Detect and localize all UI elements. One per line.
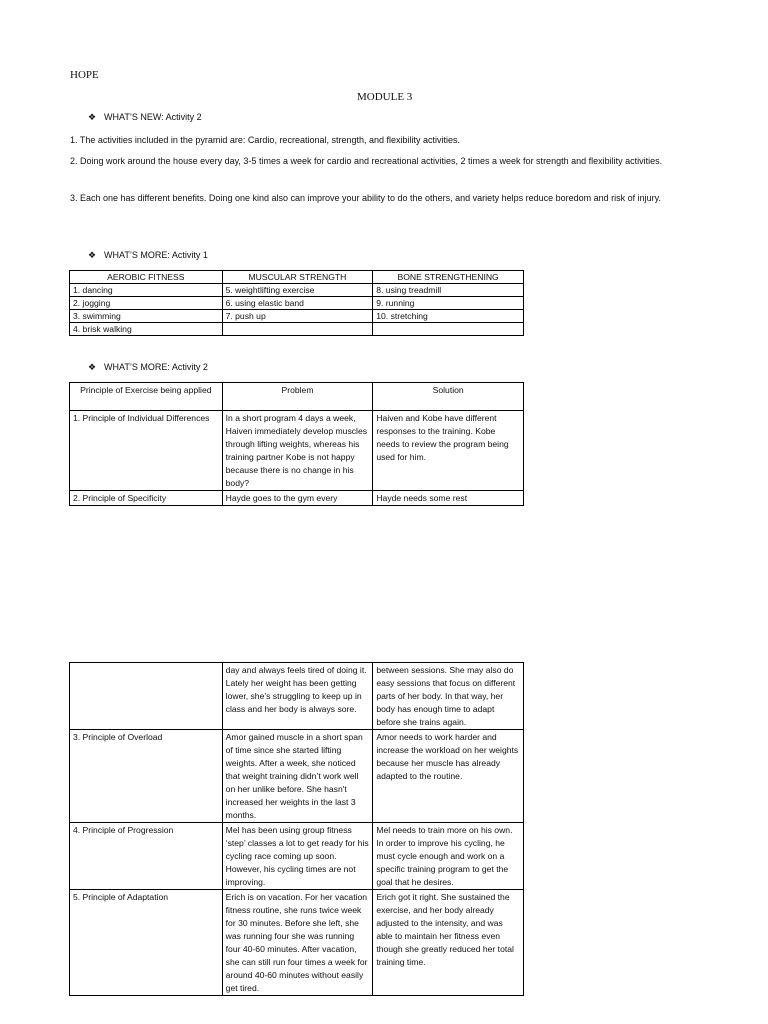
whats-more-2-heading-text: WHAT’S MORE: Activity 2 [104,362,208,372]
table-cell: 2. Principle of Specificity [70,491,223,506]
document-title: HOPE [70,69,99,81]
table-cell: Hayde goes to the gym every [222,491,373,506]
table-row [70,310,524,323]
module-heading: MODULE 3 [357,91,413,103]
table-cell: Hayde needs some rest [373,491,524,506]
whats-new-heading [88,112,202,123]
table-cell: 3. swimming [70,310,223,323]
table-cell: 4. brisk walking [70,323,223,336]
table-cell: 7. push up [222,310,373,323]
fitness-activities-table [69,270,524,336]
table-row [70,730,524,823]
table-cell: 4. Principle of Progression [70,823,223,890]
table-cell [70,663,223,730]
whats-more-2-heading [88,362,208,373]
table-cell: 3. Principle of Overload [70,730,223,823]
table-row [70,663,524,730]
table-cell: 10. stretching [373,310,524,323]
whats-new-item-3: 3. Each one has different benefits. Doing one kind also can improve your ability to do the others, and variety helps reduce boredom and risk of injury. [70,193,662,203]
table-cell: 6. using elastic band [222,297,373,310]
diamond-bullet-icon: ❖ [88,112,97,122]
table-cell: 9. running [373,297,524,310]
table-cell: Erich is on vacation. For her vacation fitness routine, she runs twice week for 30 minutes. Before she left, she was running four she was running four 40-60 minutes. After vacation, she can still run four times a week for around 40-60 minutes without easily get tired. [222,890,373,996]
table-cell: 5. Principle of Adaptation [70,890,223,996]
whats-more-1-heading [88,250,208,261]
table-row [70,297,524,310]
exercise-principles-table-continued [69,662,524,996]
table-row [70,890,524,996]
table-row [70,491,524,506]
whats-new-heading-text: WHAT’S NEW: Activity 2 [104,112,202,122]
table-cell: day and always feels tired of doing it. Lately her weight has been getting lower, she’s struggling to keep up in class and her body is always sore. [222,663,373,730]
table-cell: 1. dancing [70,284,223,297]
column-header: MUSCULAR STRENGTH [222,271,373,284]
exercise-principles-table [69,382,524,506]
column-header: Principle of Exercise being applied [70,383,223,411]
table-cell: Amor gained muscle in a short span of time since she started lifting weights. After a week, she noticed that weight training didn’t work well on her unlike before. She hasn't increased her weights in the last 3 months. [222,730,373,823]
diamond-bullet-icon: ❖ [88,250,97,260]
diamond-bullet-icon: ❖ [88,362,97,372]
column-header: BONE STRENGTHENING [373,271,524,284]
table-cell: between sessions. She may also do easy sessions that focus on different parts of her body. In that way, her body has enough time to adapt before she trains again. [373,663,524,730]
whats-new-item-1: 1. The activities included in the pyramid are: Cardio, recreational, strength, and flexibility activities. [70,135,461,145]
table-cell: In a short program 4 days a week, Haiven immediately develop muscles through lifting weights, whereas his training partner Kobe is not happy because there is no change in his body? [222,411,373,491]
column-header: AEROBIC FITNESS [70,271,223,284]
table-cell: 5. weightlifting exercise [222,284,373,297]
table-cell: 1. Principle of Individual Differences [70,411,223,491]
table-cell [373,323,524,336]
table-row [70,411,524,491]
table-cell [222,323,373,336]
table-cell: 2. jogging [70,297,223,310]
column-header: Problem [222,383,373,411]
table-row [70,823,524,890]
whats-more-1-heading-text: WHAT’S MORE: Activity 1 [104,250,208,260]
table-header-row [70,383,524,411]
whats-new-item-2: 2. Doing work around the house every day, 3-5 times a week for cardio and recreational activities, 2 times a week for strength and flexibility activities. [70,156,663,166]
table-cell: Amor needs to work harder and increase the workload on her weights because her muscle has already adapted to the routine. [373,730,524,823]
table-header-row [70,271,524,284]
column-header: Solution [373,383,524,411]
table-row [70,284,524,297]
table-cell: Mel needs to train more on his own. In order to improve his cycling, he must cycle enough and work on a specific training program to get the goal that he desires. [373,823,524,890]
table-cell: Mel has been using group fitness ‘step’ classes a lot to get ready for his cycling race coming up soon. However, his cycling times are not improving. [222,823,373,890]
table-row [70,323,524,336]
table-cell: Erich got it right. She sustained the exercise, and her body already adjusted to the intensity, and was able to maintain her fitness even though she greatly reduced her total training time. [373,890,524,996]
table-cell: Haiven and Kobe have different responses to the training. Kobe needs to review the program being used for him. [373,411,524,491]
table-cell: 8. using treadmill [373,284,524,297]
